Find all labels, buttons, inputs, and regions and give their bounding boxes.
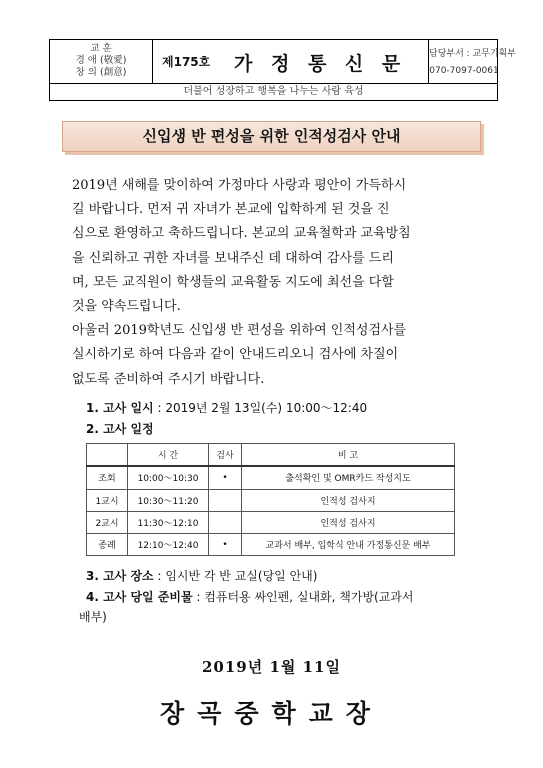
- exam-datetime-value: : 2019년 2월 13일(수) 10:00～12:40: [153, 401, 368, 415]
- exam-supplies-label: 4. 고사 당일 준비물: [86, 590, 193, 604]
- header-cell: [87, 444, 128, 467]
- exam-location: [86, 567, 317, 584]
- intro-line: 심으로 환영하고 축하드립니다. 본교의 교육철학과 교육방침: [72, 226, 411, 242]
- intro-line: 아울러 2019학년도 신입생 반 편성을 위하여 인적성검사를: [72, 323, 407, 339]
- note-cell: 인적성 검사지: [242, 511, 455, 533]
- newsletter-title-box: [152, 40, 429, 83]
- intro-paragraph: [72, 174, 467, 392]
- contact-phone: 070-7097-0061: [429, 66, 499, 76]
- exam-datetime: [86, 399, 367, 416]
- note-cell: 교과서 배부, 입학식 안내 가정통신문 배부: [242, 534, 455, 556]
- time-cell: 10:00～10:30: [128, 466, 209, 489]
- exam-schedule-label: 2. 고사 일정: [86, 422, 154, 436]
- header-cell: 검사: [209, 444, 242, 467]
- slogan: 더불어 성장하고 행복을 나누는 사람 육성: [49, 84, 498, 101]
- page-title: 신입생 반 편성을 위한 인적성검사 안내: [62, 121, 481, 152]
- intro-line: 것을 약속드립니다.: [72, 299, 181, 315]
- intro-line: 실시하기로 하여 다음과 같이 안내드리오니 검사에 차질이: [72, 347, 399, 363]
- newsletter-header: [49, 39, 517, 84]
- schedule-table: [86, 443, 455, 556]
- note-cell: 인적성 검사지: [242, 489, 455, 511]
- exam-supplies: [86, 588, 414, 605]
- table-header-row: [87, 444, 455, 467]
- school-motto-box: [50, 40, 153, 83]
- time-cell: 11:30～12:10: [128, 511, 209, 533]
- table-row: [87, 489, 455, 511]
- exam-cell: •: [209, 534, 242, 556]
- exam-supplies-value: : 컴퓨터용 싸인펜, 실내화, 책가방(교과서: [192, 590, 414, 604]
- newsletter-title: 가 정 통 신 문: [234, 53, 407, 75]
- exam-datetime-label: 1. 고사 일시: [86, 401, 154, 415]
- intro-line: 2019년 새해를 맞이하여 가정마다 사랑과 평안이 가득하시: [72, 178, 407, 193]
- motto-line-2: 창 의 (創意): [75, 67, 127, 78]
- intro-line: 을 신뢰하고 귀한 자녀를 보내주신 데 대하여 감사를 드리: [72, 250, 394, 266]
- header-cell: 시 간: [128, 444, 209, 467]
- intro-line: 길 바랍니다. 먼저 귀 자녀가 본교에 입학하게 된 것을 진: [72, 202, 390, 218]
- exam-cell: •: [209, 466, 242, 489]
- table-row: [87, 511, 455, 533]
- time-cell: 10:30～11:20: [128, 489, 209, 511]
- motto-title: 교 훈: [90, 43, 112, 54]
- period-cell: 2교시: [87, 511, 128, 533]
- table-row: [87, 534, 455, 556]
- exam-cell: [209, 489, 242, 511]
- time-cell: 12:10～12:40: [128, 534, 209, 556]
- exam-cell: [209, 511, 242, 533]
- period-cell: 종례: [87, 534, 128, 556]
- header-cell: 비 고: [242, 444, 455, 467]
- table-row: [87, 466, 455, 489]
- exam-location-label: 3. 고사 장소: [86, 569, 154, 583]
- exam-location-value: : 임시반 각 반 교실(당일 안내): [153, 569, 318, 583]
- note-cell: 출석확인 및 OMR카드 작성지도: [242, 466, 455, 489]
- principal-signature: 장곡중학교장: [160, 699, 383, 728]
- contact-department: 담당부서 : 교무기획부: [429, 49, 517, 59]
- exam-supplies-continued: 배부): [79, 610, 107, 624]
- intro-line: 며, 모든 교직원이 학생들의 교육활동 지도에 최선을 다할: [72, 274, 394, 290]
- title-banner: [62, 121, 481, 152]
- intro-line: 없도록 준비하여 주시기 바랍니다.: [72, 371, 265, 387]
- period-cell: 1교시: [87, 489, 128, 511]
- exam-schedule-heading: [86, 420, 154, 437]
- issue-number: 제175호: [162, 55, 211, 69]
- period-cell: 조회: [87, 466, 128, 489]
- issue-date: 2019년 1월 11일: [202, 658, 341, 676]
- motto-line-1: 경 애 (敬愛): [75, 55, 127, 66]
